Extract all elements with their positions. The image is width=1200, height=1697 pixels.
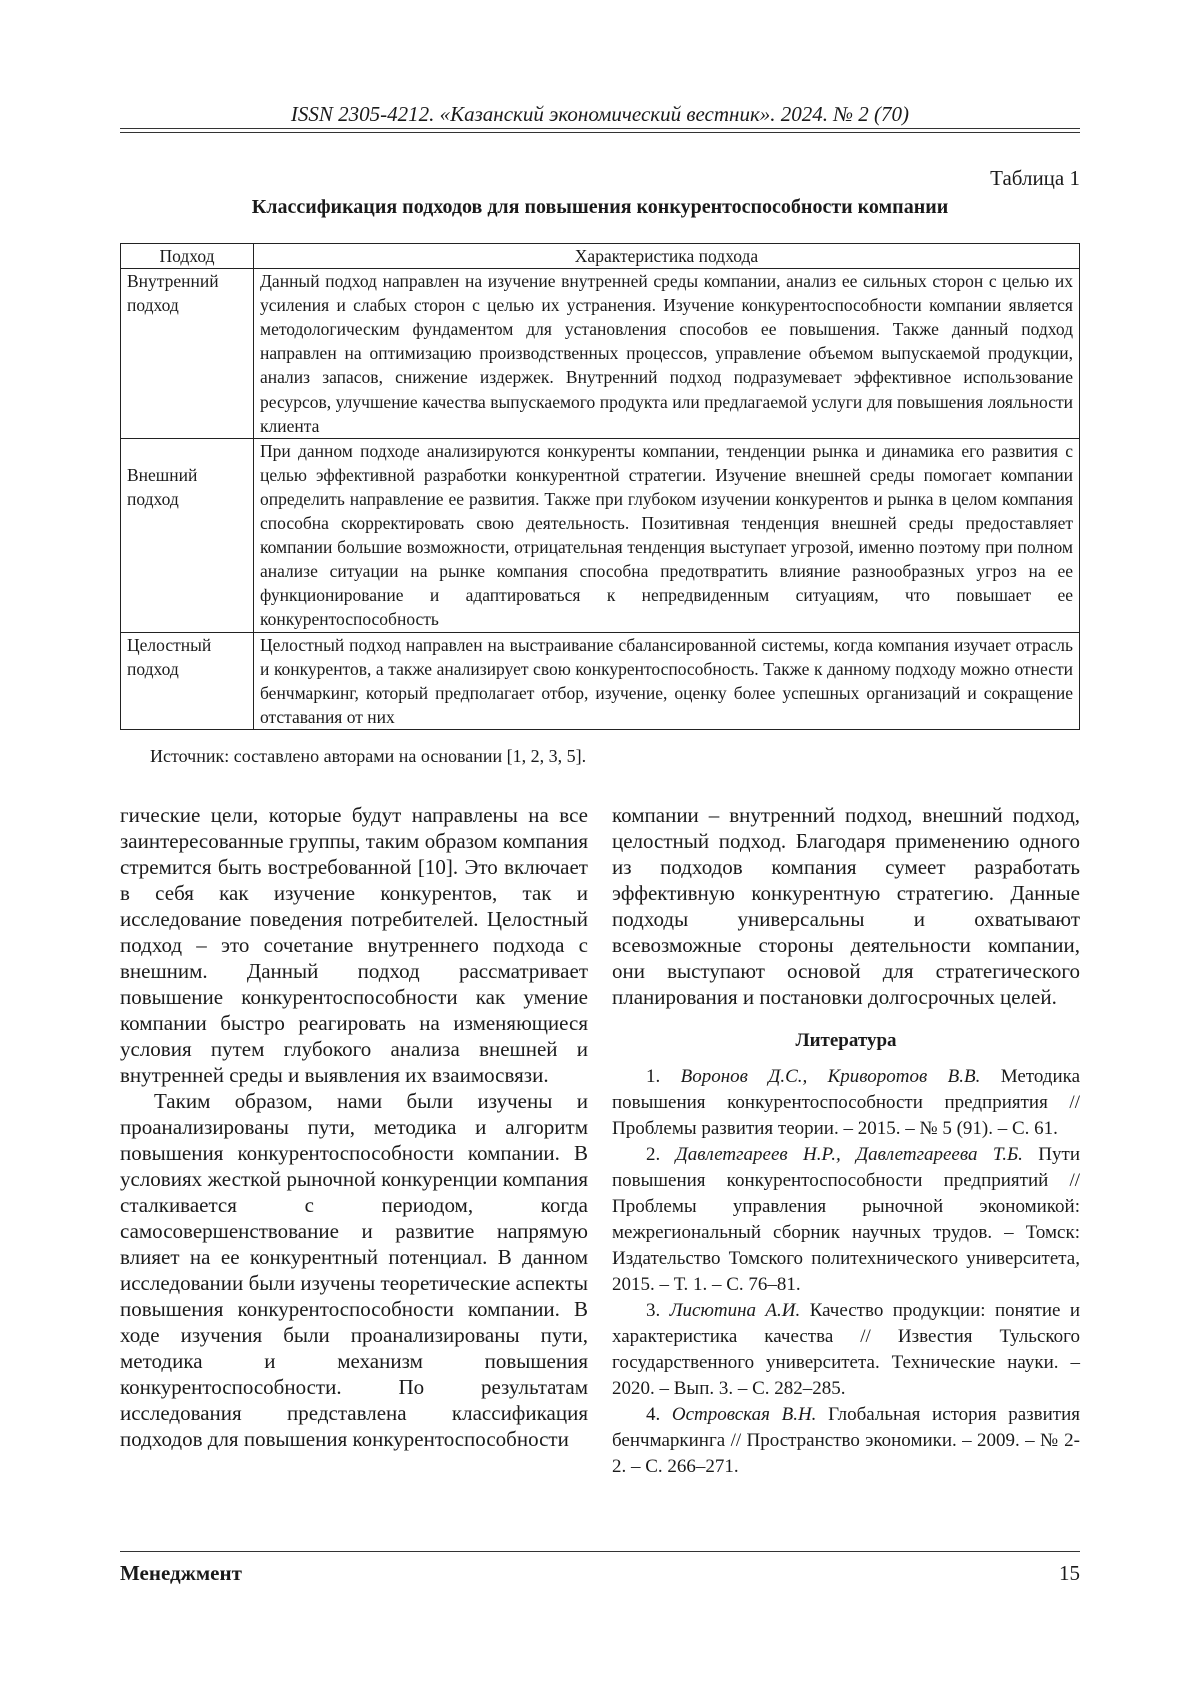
reference-text: Пути повышения конкурентоспособности предприятий // Проблемы управления рыночной экономикой: межрегиональный сборник научных трудов. – Томск: Издательство Томского политехнического университета, 2015. – Т. 1. – С. 76–81. [612,1144,1080,1295]
body-paragraph: гические цели, которые будут направлены на все заинтересованные группы, таким образом компания стремится быть востребованной [10]. Это включает в себя как изучение конкурентов, так и исследование поведения потребителей. Целостный подход – это сочетание внутреннего подхода с внешним. Данный подход рассматривает повышение конкурентоспособности как умение компании быстро реагировать на изменяющиеся условия путем глубокого анализа внешней и внутренней среды и выявления их взаимосвязи. [120,803,588,1087]
reference-authors: Островская В.Н. [671,1404,817,1425]
column-header-approach: Подход [121,244,254,269]
description-cell: Данный подход направлен на изучение внутренней среды компании, анализ ее сильных сторон с целью их усиления и слабых сторон с целью их устранения. Изучение конкурентоспособности компании является методологическим фундаментом для установления способов ее повышения. Также данный подход направлен на оптимизацию производственных процессов, управление объемом выпускаемой продукции, анализ запасов, снижение издержек. Внутренний подход подразумевает эффективное использование ресурсов, улучшение качества выпускаемого продукта или предлагаемой услуги для повышения лояльности клиента [254,269,1080,439]
header-rule-top [120,128,1080,129]
reference-item [612,1298,1080,1402]
reference-item [612,1064,1080,1142]
approach-cell: Внутренний подход [121,269,254,439]
reference-number: 2. [646,1144,661,1165]
reference-authors: Давлетгареев Н.Р., Давлетгареева Т.Б. [675,1144,1023,1165]
classification-table [120,243,1080,730]
table-number: Таблица 1 [990,166,1080,190]
reference-authors: Воронов Д.С., Криворотов В.В. [680,1066,981,1087]
reference-text: Методика повышения конкурентоспособности предприятия // Проблемы развития теории. – 2015. – № 5 (91). – С. 61. [612,1066,1080,1139]
running-header: ISSN 2305-4212. «Казанский экономический вестник». 2024. № 2 (70) [290,102,910,126]
footer-rule [120,1551,1080,1552]
page-number: 15 [1059,1561,1080,1585]
table-source-note: Источник: составлено авторами на основании [1, 2, 3, 5]. [150,746,587,766]
description-cell: Целостный подход направлен на выстраивание сбалансированной системы, когда компания изучает отрасль и конкурентов, а также анализирует свою конкурентоспособность. Также к данному подходу можно отнести бенчмаркинг, который предполагает отбор, изучение, оценку более успешных организаций и сокращение отставания от них [254,632,1080,729]
reference-text: Глобальная история развития бенчмаркинга // Пространство экономики. – 2009. – № 2-2. – С. 266–271. [612,1404,1081,1477]
table-row [121,269,1080,439]
body-paragraph: Таким образом, нами были изучены и проанализированы пути, методика и алгоритм повышения конкурентоспособности компании. В условиях жесткой рыночной конкуренции компания сталкивается с периодом, когда самосовершенствование и развитие напрямую влияет на ее конкурентный потенциал. В данном исследовании были изучены теоретические аспекты повышения конкурентоспособности компании. В ходе изучения были проанализированы пути, методика и механизм повышения конкурентоспособности. По результатам исследования представлена классификация подходов для повышения конкурентоспособности [120,1089,588,1451]
table-header-row [121,244,1080,269]
reference-number: 1. [646,1066,661,1087]
table-row [121,438,1080,632]
approach-cell: Внешний подход [121,438,254,632]
header-rule-bottom [120,132,1080,133]
reference-number: 4. [646,1404,661,1425]
footer-section-title: Менеджмент [120,1561,242,1585]
reference-item [612,1402,1080,1480]
reference-text: Качество продукции: понятие и характеристика качества // Известия Тульского государственного университета. Технические науки. – 2020. – Вып. 3. – С. 282–285. [612,1300,1081,1399]
table-row [121,632,1080,729]
reference-item [612,1142,1080,1298]
body-column-left [120,802,588,1452]
column-header-characteristic: Характеристика подхода [254,244,1080,269]
body-paragraph: компании – внутренний подход, внешний подход, целостный подход. Благодаря применению одного из подходов компания сумеет разработать эффективную конкурентную стратегию. Данные подходы универсальны и охватывают всевозможные стороны деятельности компании, они выступают основой для стратегического планирования и постановки долгосрочных целей. [612,803,1080,1009]
description-cell: При данном подходе анализируются конкуренты компании, тенденции рынка и динамика его развития с целью эффективной разработки конкурентной стратегии. Изучение внешней среды помогает компании определить направление ее развития. Также при глубоком изучении конкурентов и рынка в целом компания способна скорректировать свою деятельность. Позитивная тенденция внешней среды предоставляет компании большие возможности, отрицательная тенденция выступает угрозой, именно поэтому при полном анализе ситуации на рынке компания способна предотвратить влияние разнообразных угроз на ее функционирование и адаптироваться к непредвиденным ситуациям, что повышает ее конкурентоспособность [254,438,1080,632]
body-column-right [612,802,1080,1480]
table-title: Классификация подходов для повышения конкурентоспособности компании [251,196,949,218]
literature-heading: Литература [795,1030,897,1051]
reference-number: 3. [646,1300,661,1321]
reference-authors: Лисютина А.И. [669,1300,801,1321]
approach-cell: Целостный подход [121,632,254,729]
